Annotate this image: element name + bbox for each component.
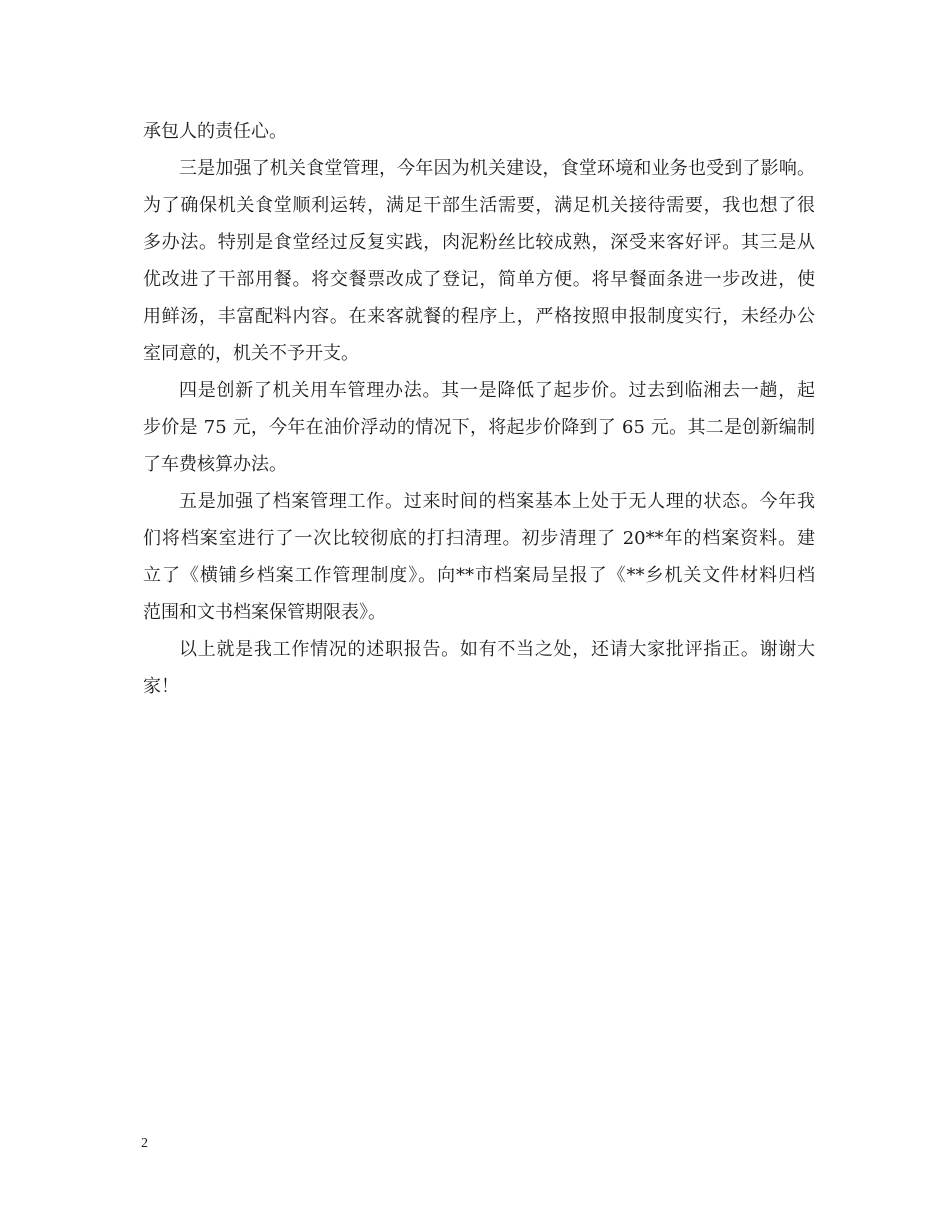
text-line: 以上就是我工作情况的述职报告。如有不当之处，还请大家批评指正。谢谢大 <box>179 639 815 660</box>
text-line: 步价是 75 元，今年在油价浮动的情况下，将起步价降到了 65 元。其二是创新编制 <box>143 417 815 438</box>
paragraph <box>143 631 815 705</box>
text-line: 家！ <box>143 676 179 697</box>
text-line: 三是加强了机关食堂管理，今年因为机关建设，食堂环境和业务也受到了影响。 <box>179 158 815 179</box>
text-line: 优改进了干部用餐。将交餐票改成了登记，简单方便。将早餐面条进一步改进，使 <box>143 269 815 290</box>
text-line: 承包人的责任心。 <box>143 121 287 142</box>
page-number: 2 <box>141 1136 148 1151</box>
paragraph <box>143 150 815 372</box>
paragraph <box>143 483 815 631</box>
text-line: 立了《横铺乡档案工作管理制度》。向**市档案局呈报了《**乡机关文件材料归档 <box>143 565 815 586</box>
document-body <box>143 113 815 705</box>
text-line: 了车费核算办法。 <box>143 454 287 475</box>
text-line: 用鲜汤，丰富配料内容。在来客就餐的程序上，严格按照申报制度实行，未经办公 <box>143 306 815 327</box>
text-line: 四是创新了机关用车管理办法。其一是降低了起步价。过去到临湘去一趟，起 <box>179 380 815 401</box>
paragraph <box>143 372 815 483</box>
text-line: 为了确保机关食堂顺利运转，满足干部生活需要，满足机关接待需要，我也想了很 <box>143 195 815 216</box>
paragraph <box>143 113 815 150</box>
text-line: 五是加强了档案管理工作。过来时间的档案基本上处于无人理的状态。今年我 <box>179 491 815 512</box>
text-line: 室同意的，机关不予开支。 <box>143 343 359 364</box>
text-line: 多办法。特别是食堂经过反复实践，肉泥粉丝比较成熟，深受来客好评。其三是从 <box>143 232 815 253</box>
text-line: 范围和文书档案保管期限表》。 <box>143 602 386 623</box>
text-line: 们将档案室进行了一次比较彻底的打扫清理。初步清理了 20**年的档案资料。建 <box>143 528 815 549</box>
